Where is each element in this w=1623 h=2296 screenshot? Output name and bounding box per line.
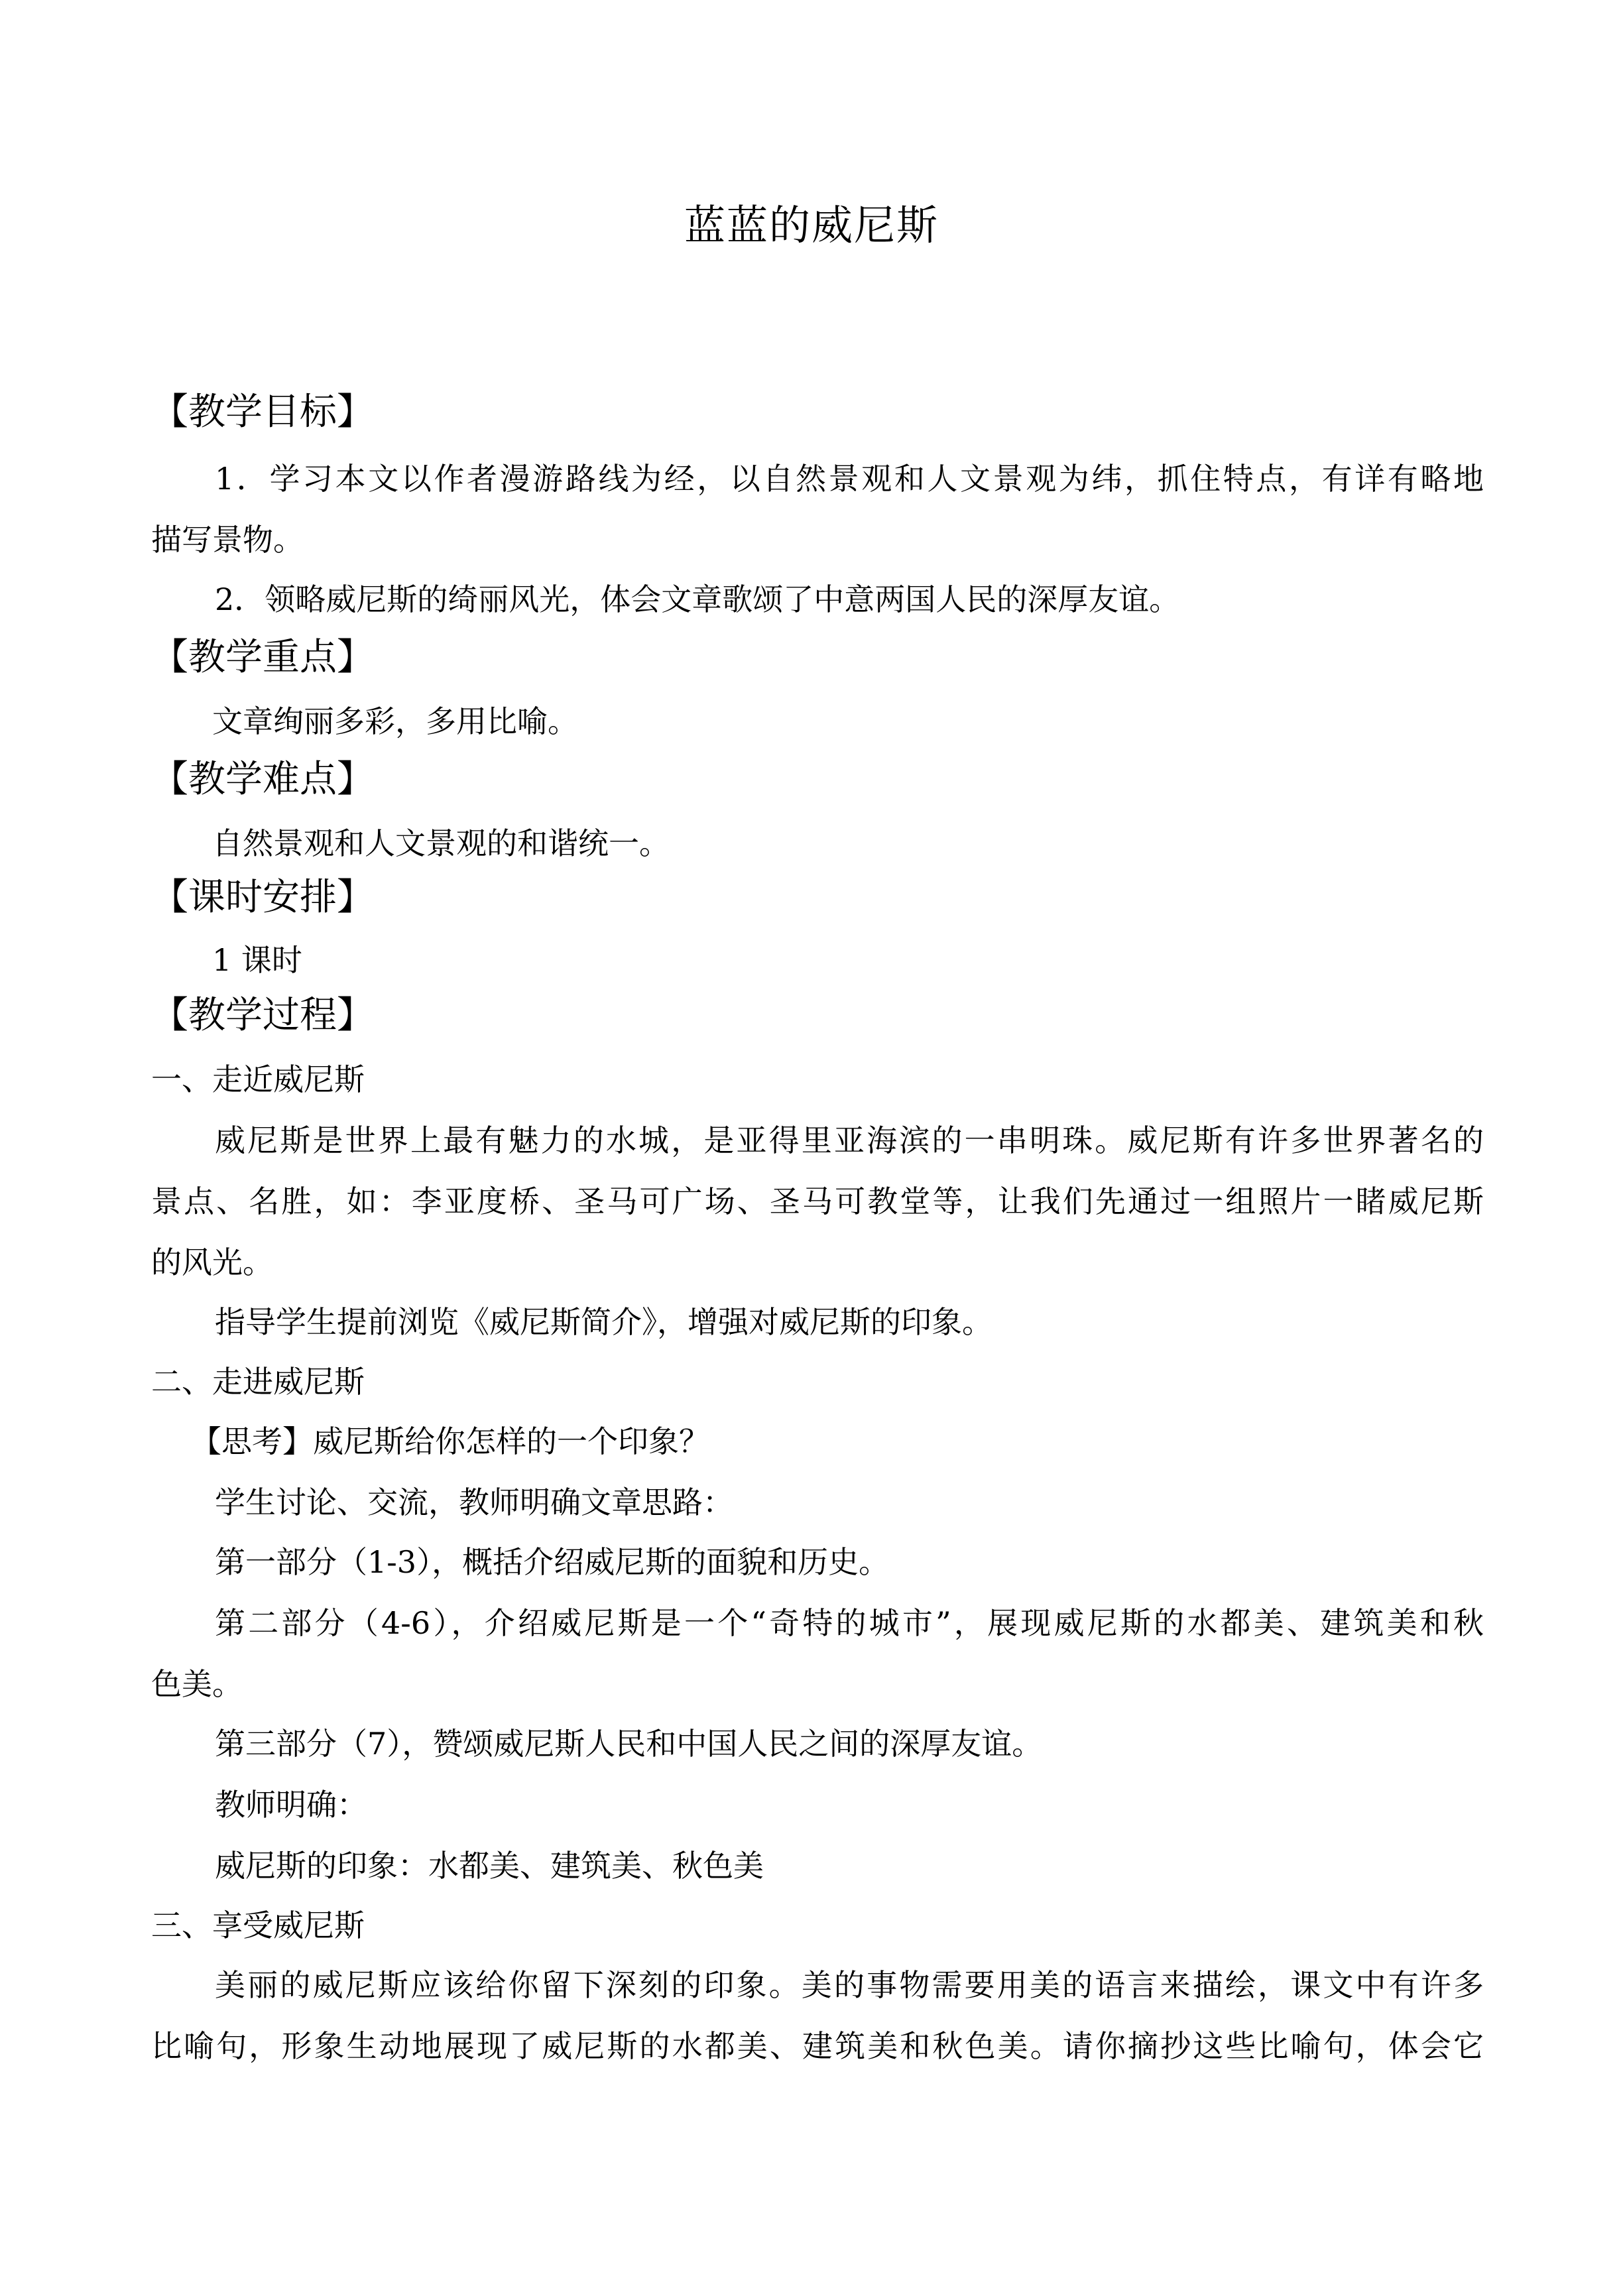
objective-item-1-line-2: 描写景物。 xyxy=(151,522,304,558)
part-1-para-1-line-2: 景点、名胜，如：李亚度桥、圣马可广场、圣马可教堂等，让我们先通过一组照片一睹威尼斯 xyxy=(151,1183,1484,1219)
part-2-impression: 威尼斯的印象：水都美、建筑美、秋色美 xyxy=(215,1848,764,1884)
process-heading: 【教学过程】 xyxy=(151,994,374,1037)
part-2-heading: 二、走进威尼斯 xyxy=(151,1364,365,1400)
key-points-heading: 【教学重点】 xyxy=(151,636,374,679)
difficulties-text: 自然景观和人文景观的和谐统一。 xyxy=(212,825,670,861)
part-3-heading: 三、享受威尼斯 xyxy=(151,1907,365,1943)
schedule-text: 1 课时 xyxy=(212,942,302,978)
part-2-think: 【思考】威尼斯给你怎样的一个印象？ xyxy=(191,1423,709,1459)
part-3-para-line-2: 比喻句，形象生动地展现了威尼斯的水都美、建筑美和秋色美。请你摘抄这些比喻句，体会它 xyxy=(151,2028,1484,2064)
difficulties-heading: 【教学难点】 xyxy=(151,758,374,801)
part-1-para-1-line-3: 的风光。 xyxy=(151,1244,273,1280)
part-2-teacher-note: 教师明确： xyxy=(215,1787,367,1823)
part-2-segment-2-line-1: 第二部分（4-6），介绍威尼斯是一个“奇特的城市”，展现威尼斯的水都美、建筑美和秋 xyxy=(215,1605,1484,1641)
document-title: 蓝蓝的威尼斯 xyxy=(684,201,939,249)
part-1-heading: 一、走近威尼斯 xyxy=(151,1061,365,1097)
objective-item-2: 2．领略威尼斯的绮丽风光，体会文章歌颂了中意两国人民的深厚友谊。 xyxy=(215,581,1180,617)
part-2-segment-1: 第一部分（1-3），概括介绍威尼斯的面貌和历史。 xyxy=(215,1544,890,1580)
part-1-para-1-line-1: 威尼斯是世界上最有魅力的水城，是亚得里亚海滨的一串明珠。威尼斯有许多世界著名的 xyxy=(215,1122,1484,1158)
part-2-segment-3: 第三部分（7），赞颂威尼斯人民和中国人民之间的深厚友谊。 xyxy=(215,1726,1043,1762)
key-points-text: 文章绚丽多彩，多用比喻。 xyxy=(212,703,578,739)
part-3-para-line-1: 美丽的威尼斯应该给你留下深刻的印象。美的事物需要用美的语言来描绘，课文中有许多 xyxy=(215,1967,1484,2003)
part-1-para-2: 指导学生提前浏览《威尼斯简介》，增强对威尼斯的印象。 xyxy=(215,1304,992,1340)
objective-item-1-line-1: 1．学习本文以作者漫游路线为经，以自然景观和人文景观为纬，抓住特点，有详有略地 xyxy=(215,461,1484,497)
schedule-heading: 【课时安排】 xyxy=(151,876,374,919)
part-2-segment-2-line-2: 色美。 xyxy=(151,1666,243,1702)
part-2-discuss: 学生讨论、交流，教师明确文章思路： xyxy=(215,1484,733,1520)
objectives-heading: 【教学目标】 xyxy=(151,391,374,434)
